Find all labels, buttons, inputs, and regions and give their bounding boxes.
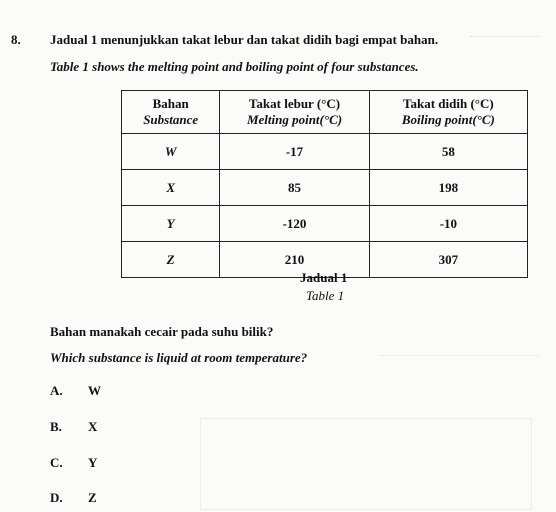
table-caption-malay: Jadual 1 <box>300 270 348 285</box>
option-letter: B. <box>50 419 62 434</box>
bleed-through-mark <box>200 418 532 510</box>
table-row <box>122 170 528 206</box>
cell-boiling-point: 307 <box>369 242 527 278</box>
stem-malay: Jadual 1 menunjukkan takat lebur dan takat didih bagi empat bahan. <box>50 32 439 47</box>
cell-melting-point: 85 <box>220 170 369 206</box>
cell-substance: W <box>122 134 220 170</box>
question-english: Which substance is liquid at room temperature? <box>50 350 308 365</box>
option-letter: D. <box>50 490 63 505</box>
cell-substance: X <box>122 170 220 206</box>
cell-substance: Y <box>122 206 220 242</box>
table-header-row <box>122 91 528 134</box>
header-melting-point <box>220 91 369 134</box>
option-d[interactable] <box>50 490 97 506</box>
header-label-malay: Bahan <box>152 96 189 111</box>
option-text: X <box>88 419 98 434</box>
question-number: 8. <box>11 32 21 47</box>
cell-boiling-point: -10 <box>369 206 527 242</box>
option-text: W <box>88 383 101 398</box>
option-letter: A. <box>50 383 63 398</box>
header-label-english: Melting point(°C) <box>246 112 343 127</box>
bleed-through-mark <box>380 355 540 364</box>
header-boiling-point <box>369 91 527 134</box>
option-letter: C. <box>50 455 63 470</box>
data-table <box>121 90 528 278</box>
stem-english: Table 1 shows the melting point and boiling point of four substances. <box>50 59 419 74</box>
header-substance <box>122 91 220 134</box>
question-malay: Bahan manakah cecair pada suhu bilik? <box>50 324 274 339</box>
table-row <box>122 206 528 242</box>
cell-melting-point: -120 <box>220 206 369 242</box>
option-text: Z <box>88 490 97 505</box>
cell-melting-point: 210 <box>220 242 369 278</box>
table-caption-english: Table 1 <box>306 288 345 303</box>
cell-boiling-point: 58 <box>369 134 527 170</box>
option-a[interactable] <box>50 383 101 399</box>
header-label-malay: Takat lebur (°C) <box>248 96 341 111</box>
option-c[interactable] <box>50 455 97 471</box>
cell-substance: Z <box>122 242 220 278</box>
header-label-malay: Takat didih (°C) <box>403 96 494 111</box>
header-label-english: Boiling point(°C) <box>401 112 495 127</box>
cell-melting-point: -17 <box>220 134 369 170</box>
cell-boiling-point: 198 <box>369 170 527 206</box>
header-label-english: Substance <box>143 112 199 127</box>
option-b[interactable] <box>50 419 97 435</box>
bleed-through-mark <box>470 36 540 45</box>
table-row <box>122 134 528 170</box>
option-text: Y <box>88 455 98 470</box>
